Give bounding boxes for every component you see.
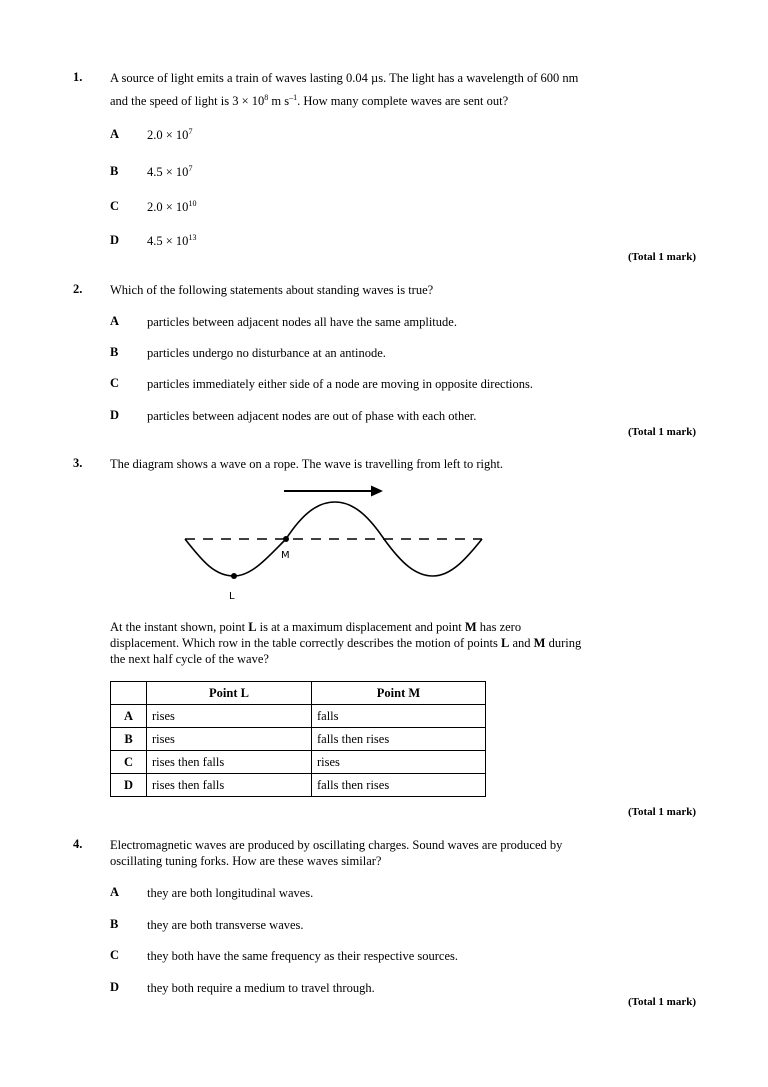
total-mark: (Total 1 mark) [627,251,696,263]
point-m-cell: falls then rises [312,728,486,751]
option-letter: C [110,199,120,213]
option-letter: B [110,164,119,178]
table-row[interactable] [111,774,486,797]
option-letter: C [110,376,120,390]
question-text: Electromagnetic waves are produced by oscillating charges. Sound waves are produced by [110,838,563,852]
total-mark: (Total 1 mark) [627,426,696,438]
option-text: $4.5 \times 10^7$ [147,164,193,179]
total-mark: (Total 1 mark) [627,996,696,1008]
option-text: $2.0 \times 10^{10}$ [147,199,197,214]
option-text: particles between adjacent nodes all have the same amplitude. [147,315,457,329]
point-m-label: M [281,550,290,561]
table-header-row [111,682,486,705]
table-header [111,682,147,705]
option-text: $2.0 \times 10^7$ [147,127,193,142]
point-m-cell: falls [312,705,486,728]
row-letter: A [111,705,147,728]
option-letter: A [110,314,120,328]
point-l-dot [231,573,237,579]
row-letter: B [111,728,147,751]
option-text: they are both longitudinal waves. [147,886,314,900]
table-row[interactable] [111,705,486,728]
question-paragraph: the next half cycle of the wave? [110,652,269,666]
option-text: particles immediately either side of a node are moving in opposite directions. [147,377,533,391]
question-number: 1. [73,70,83,84]
wave-diagram [0,470,768,610]
point-l-cell: rises then falls [147,774,312,797]
direction-arrow-icon [284,486,383,497]
point-l-label: L [229,591,235,602]
question-text: oscillating tuning forks. How are these waves similar? [110,854,382,868]
option-letter: A [110,885,120,899]
point-m-cell: rises [312,751,486,774]
question-number: 3. [73,456,83,470]
table-header: Point L [147,682,312,705]
question-text: and the speed of light is $3 \times 10^8$ m $s^{-1}$. How many complete waves are sent out? [110,93,509,108]
point-m-dot [283,536,289,542]
option-text: they both have the same frequency as their respective sources. [147,949,458,963]
option-text: they both require a medium to travel through. [147,981,375,995]
point-l-cell: rises [147,705,312,728]
point-l-cell: rises [147,728,312,751]
total-mark: (Total 1 mark) [627,806,696,818]
option-text: particles undergo no disturbance at an antinode. [147,346,386,360]
question-number: 2. [73,282,83,296]
question-text: The diagram shows a wave on a rope. The wave is travelling from left to right. [110,457,504,471]
table-header: Point M [312,682,486,705]
option-letter: D [110,233,120,247]
option-letter: C [110,948,120,962]
question-text: Which of the following statements about standing waves is true? [110,283,434,297]
point-m-cell: falls then rises [312,774,486,797]
question-paragraph: displacement. Which row in the table correctly describes the motion of points L and M during [110,636,582,650]
option-letter: B [110,917,119,931]
row-letter: C [111,751,147,774]
row-letter: D [111,774,147,797]
option-text: $4.5 \times 10^{13}$ [147,233,197,248]
point-l-cell: rises then falls [147,751,312,774]
question-number: 4. [73,837,83,851]
option-letter: B [110,345,119,359]
option-letter: D [110,408,120,422]
question-text: A source of light emits a train of waves lasting 0.04 µs. The light has a wavelength of 600 nm [110,71,579,85]
question-paragraph: At the instant shown, point L is at a maximum displacement and point M has zero [110,620,522,634]
option-letter: D [110,980,120,994]
option-letter: A [110,127,120,141]
table-row[interactable] [111,728,486,751]
option-text: they are both transverse waves. [147,918,304,932]
table-row[interactable] [111,751,486,774]
option-text: particles between adjacent nodes are out of phase with each other. [147,409,477,423]
answer-table [110,681,486,797]
